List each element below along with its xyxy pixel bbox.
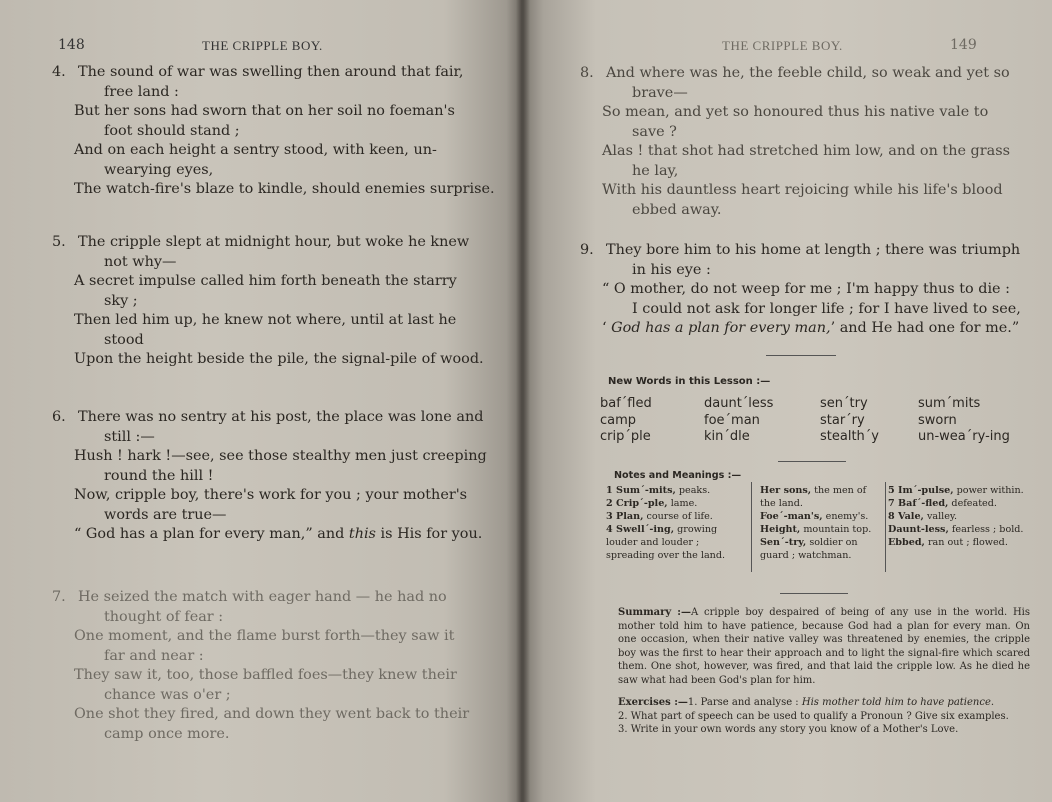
note-entry [606,497,746,510]
verse-line-text: ‘ God has a plan for every man,’ and He had one for me.” [602,320,1020,336]
new-word: sen´try [820,396,868,411]
verse-line [52,686,469,706]
new-words-title: New Words in this Lesson :— [608,376,771,387]
notes-column-2 [760,484,884,562]
verse-line [52,588,469,608]
verse-line [52,180,495,200]
exercises-label: Exercises :— [618,697,688,708]
note-entry [606,523,746,562]
verse-line [52,486,487,506]
verse-line [52,292,484,312]
note-term: 2 Crip´-ple, [606,498,668,509]
stanza-number: 7. [52,589,66,605]
verse-line [580,123,1010,143]
verse-line [580,103,1010,123]
verse-line-text: They saw it, too, those baffled foes—they knew their [74,667,457,683]
notes-column-3 [888,484,1024,549]
verse-line-text: wearying eyes, [104,161,214,178]
verse-line [52,467,487,487]
note-entry [606,510,746,523]
verse-line-text: brave— [632,84,688,101]
page-number-left: 148 [58,37,85,53]
new-word: foe´man [704,412,760,428]
stanza-number: 4. [52,64,66,80]
exercise-sentence: His mother told him to have patience. [801,697,995,708]
verse-line [52,725,469,745]
verse-line-text: A secret impulse called him forth beneath the starry [74,273,457,289]
note-entry [888,523,1024,536]
new-word: sum´mits [918,396,981,411]
summary-label: Summary :— [618,607,692,618]
note-definition: the men of the land. [760,485,867,509]
note-definition: power within. [953,485,1024,496]
verse-line [580,181,1010,201]
notes-column-1 [606,484,746,562]
verse-line-text: So mean, and yet so honoured thus his native vale to [602,104,989,120]
right-page [522,0,1052,802]
note-term: 3 Plan, [606,511,644,522]
exercise-item [618,710,1038,724]
verse-line [52,253,484,273]
verse-line-text: One moment, and the flame burst forth—they saw it [74,628,455,644]
note-entry [888,510,1024,523]
verse-line [52,311,484,331]
note-definition: fearless ; bold. [948,524,1024,535]
verse-line [52,122,495,142]
verse-line-text: Now, cripple boy, there's work for you ; your mother's [74,487,468,503]
note-definition: lame. [667,498,698,509]
exercise-text: 2. What part of speech can be used to qualify a Pronoun ? Give six examples. [618,710,1009,722]
verse-line-text: Then led him up, he knew not where, until at last he [74,312,457,328]
new-word: kin´dle [704,429,750,444]
verse-line [52,161,495,181]
stanza-number: 5. [52,234,66,250]
verse-line-text: With his dauntless heart rejoicing while his life's blood [602,182,1003,198]
verse-line-text: The sound of war was swelling then around that fair, [78,64,464,80]
verse-line [580,300,1021,320]
verse-line-text: save ? [632,123,677,140]
running-head-right: THE CRIPPLE BOY. [722,38,843,53]
note-entry [760,523,884,536]
verse-line [580,64,1010,84]
verse-line [52,428,487,448]
summary-text: A cripple boy despaired of being of any use in the world. His mother told him to have patience, because God had a plan for every man. On one occasion, when their native valley was threatened by enemies, the cripple boy was the first to hear their approach and to light the signal-fire which scared them. One shot, however, was fired, and that laid the cripple low. As he died he saw what had been God's plan for him. [618,607,1030,686]
notes-title: Notes and Meanings :— [614,470,742,481]
verse-line [580,201,1010,221]
note-definition: soldier on guard ; watchman. [760,537,858,561]
new-word: crip´ple [600,429,651,444]
note-definition: course of life. [643,511,713,522]
verse-line [52,608,469,628]
note-term: 8 Vale, [888,511,924,522]
left-page [0,0,522,802]
verse-line [580,241,1021,261]
verse-line-text: foot should stand ; [104,122,240,139]
note-definition: peaks. [675,485,711,496]
exercise-text: 3. Write in your own words any story you know of a Mother's Love. [618,724,959,735]
note-entry [888,484,1024,497]
verse-line [52,408,487,428]
verse-line-text: camp once more. [104,725,230,742]
verse-line-text: “ God has a plan for every man,” and this is His for you. [74,526,483,542]
verse-line-text: And on each height a sentry stood, with keen, un- [74,142,437,158]
verse-line-text: Upon the height beside the pile, the signal-pile of wood. [74,351,484,367]
note-term: Her sons, [760,485,812,496]
exercise-item [618,696,1038,710]
verse-line [52,447,487,467]
verse-line-text: Hush ! hark !—see, see those stealthy men just creeping [74,448,487,464]
verse-line [52,102,495,122]
verse-line [52,666,469,686]
verse-line-text: I could not ask for longer life ; for I have lived to see, [632,300,1021,317]
verse-line [52,141,495,161]
note-definition: valley. [923,511,958,522]
verse-line [580,319,1021,339]
verse-line-text: sky ; [104,292,138,309]
note-term: 1 Sum´-mits, [606,485,676,496]
stanza-number: 6. [52,409,66,425]
verse-line-text: Alas ! that shot had stretched him low, and on the grass [602,143,1011,159]
verse-line-text: The cripple slept at midnight hour, but woke he knew [78,234,470,250]
verse-line [52,627,469,647]
verse-line-text: And where was he, the feeble child, so weak and yet so [606,65,1010,81]
verse-line [580,84,1010,104]
note-entry [888,536,1024,549]
note-entry [760,484,884,510]
verse-line-text: thought of fear : [104,608,224,625]
summary-paragraph [618,606,1030,687]
verse-line [52,233,484,253]
notes-divider [751,482,752,572]
verse-line [52,705,469,725]
divider-rule [778,461,846,462]
note-definition: enemy's. [822,511,869,522]
new-word: sworn [918,412,957,428]
stanza [52,233,484,370]
verse-line [52,331,484,351]
verse-line [580,162,1010,182]
new-word: camp [600,412,637,428]
new-word: star´ry [820,412,865,428]
verse-line-text: He seized the match with eager hand — he had no [78,589,447,605]
note-term: 5 Im´-pulse, [888,485,954,496]
new-words-column [704,396,773,446]
note-entry [888,497,1024,510]
new-word: baf´fled [600,396,652,411]
exercises [618,696,1038,737]
verse-line-text: far and near : [104,647,204,664]
verse-line-text: not why— [104,253,177,270]
note-definition: mountain top. [800,524,872,535]
verse-line-text: he lay, [632,162,679,179]
stanza-number: 9. [580,242,594,258]
note-definition: ran out ; flowed. [924,537,1008,548]
verse-line-text: One shot they fired, and down they went back to their [74,706,470,722]
verse-line-text: in his eye : [632,261,711,278]
verse-line [52,83,495,103]
notes-divider [885,482,886,572]
verse-line [52,350,484,370]
stanza-number: 8. [580,65,594,81]
verse-line [52,506,487,526]
verse-line-text: words are true— [104,506,227,523]
stanza [580,241,1021,339]
verse-line-text: There was no sentry at his post, the place was lone and [78,409,484,425]
running-head-left: THE CRIPPLE BOY. [202,38,323,53]
new-word: un-wea´ry-ing [918,429,1010,444]
note-definition: growing louder and louder ; spreading over the land. [606,524,726,561]
new-words-column [820,396,879,446]
new-word: daunt´less [704,396,774,411]
divider-rule [766,355,836,356]
verse-line-text: The watch-fire's blaze to kindle, should enemies surprise. [74,181,495,197]
exercise-item [618,723,1038,737]
note-entry [760,510,884,523]
verse-line-text: They bore him to his home at length ; there was triumph [606,242,1021,258]
verse-line-text: chance was o'er ; [104,686,231,703]
book-gutter [516,0,530,802]
stanza [52,588,469,744]
new-words-column [600,396,652,446]
new-words-column [918,396,1010,446]
note-term: Daunt-less, [888,524,949,535]
note-entry [760,536,884,562]
verse-line-text: But her sons had sworn that on her soil no foeman's [74,103,455,119]
verse-line-text: round the hill ! [104,467,214,484]
verse-line [52,525,487,545]
new-word: stealth´y [820,429,879,444]
divider-rule [780,593,848,594]
note-entry [606,484,746,497]
note-term: Ebbed, [888,537,925,548]
verse-line-text: free land : [104,83,179,100]
note-term: Height, [760,524,801,535]
verse-line-text: still :— [104,428,155,445]
verse-line [52,272,484,292]
stanza [52,63,495,200]
verse-line [580,142,1010,162]
verse-line [580,280,1021,300]
page-number-right: 149 [950,37,977,53]
note-term: 7 Baf´-fled, [888,498,949,509]
note-term: 4 Swell´-ing, [606,524,675,535]
stanza [52,408,487,545]
verse-line-text: “ O mother, do not weep for me ; I'm happy thus to die : [602,281,1010,297]
stanza [580,64,1010,220]
exercise-text: 1. Parse and analyse : [687,697,802,708]
verse-line [52,647,469,667]
verse-line [52,63,495,83]
verse-line-text: stood [104,331,144,348]
note-term: Foe´-man's, [760,511,823,522]
note-term: Sen´-try, [760,537,807,548]
verse-line-text: ebbed away. [632,201,722,218]
verse-line [580,261,1021,281]
note-definition: defeated. [948,498,997,509]
